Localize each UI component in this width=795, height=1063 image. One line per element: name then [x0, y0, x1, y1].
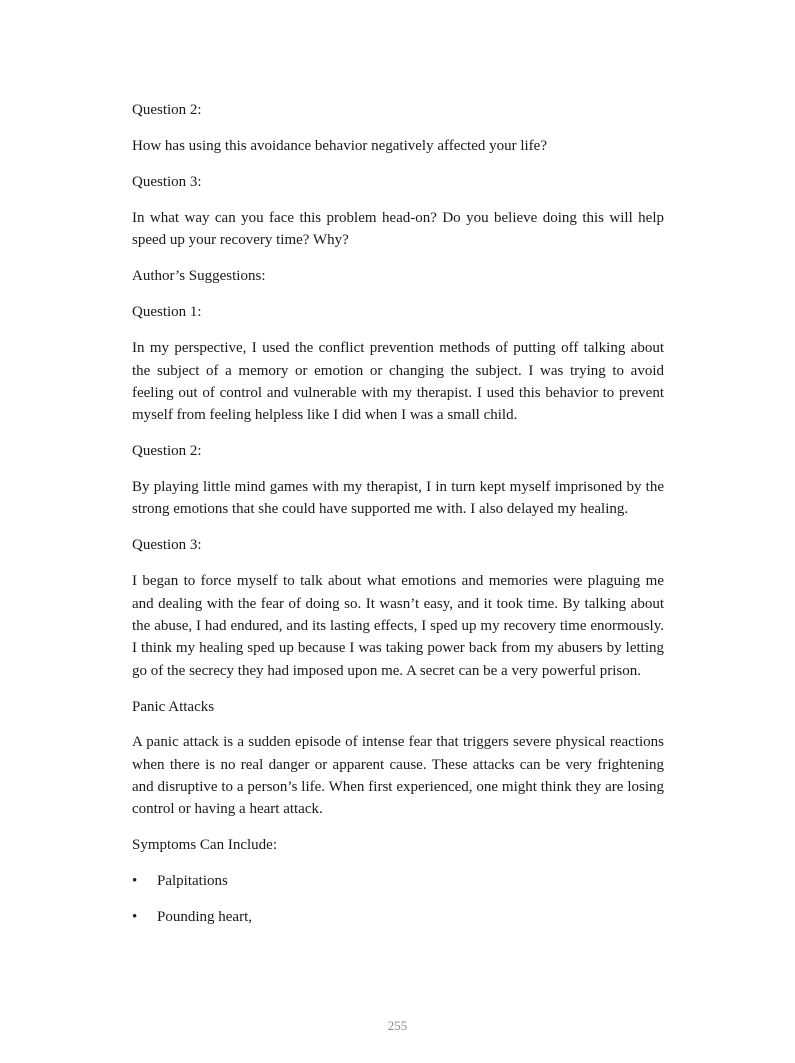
panic-attacks-text: A panic attack is a sudden episode of intense fear that triggers severe physical reactions when there is no real danger or apparent cause. These attacks can be very frightening and disruptive to a person’s life. When first experienced, one might think they are losing control or having a heart attack.	[132, 734, 664, 818]
answer-1-heading: Question 1:	[132, 304, 202, 321]
answer-1-text: In my perspective, I used the conflict prevention methods of putting off talking about the subject of a memory or emotion or changing the subject. I was trying to avoid feeling out of control and vulnerable with my therapist. I used this behavior to prevent myself from feeling helpless like I did when I was a small child.	[132, 340, 664, 424]
bullet-icon: •	[132, 909, 138, 926]
answer-3-text: I began to force myself to talk about what emotions and memories were plaguing me and dealing with the fear of doing so. It wasn’t easy, and it took time. By talking about the abuse, I had endured, and its lasting effects, I sped up my recovery time enormously. I think my healing sped up because I was taking power back from my abusers by letting go of the secrecy they had imposed upon me. A secret can be a very powerful prison.	[132, 573, 664, 679]
question-3-text: In what way can you face this problem head-on? Do you believe doing this will help speed up your recovery time? Why?	[132, 209, 664, 249]
list-item	[132, 906, 664, 928]
list-item-text: Pounding heart,	[157, 909, 252, 926]
question-2-heading: Question 2:	[132, 102, 202, 118]
authors-suggestions-heading: Author’s Suggestions:	[132, 268, 266, 285]
page-body	[132, 99, 664, 942]
panic-attacks-heading: Panic Attacks	[132, 698, 215, 715]
question-2-text: How has using this avoidance behavior negatively affected your life?	[132, 137, 547, 154]
page-number: 255	[387, 1018, 408, 1033]
answer-2-text: By playing little mind games with my therapist, I in turn kept myself imprisoned by the strong emotions that she could have supported me with. I also delayed my healing.	[132, 479, 664, 518]
question-3-heading: Question 3:	[132, 173, 202, 190]
bullet-icon: •	[132, 873, 138, 890]
list-item	[132, 870, 664, 892]
symptoms-heading: Symptoms Can Include:	[132, 837, 277, 854]
answer-3-heading: Question 3:	[132, 537, 202, 554]
answer-2-heading: Question 2:	[132, 443, 202, 460]
list-item-text: Palpitations	[157, 873, 228, 890]
